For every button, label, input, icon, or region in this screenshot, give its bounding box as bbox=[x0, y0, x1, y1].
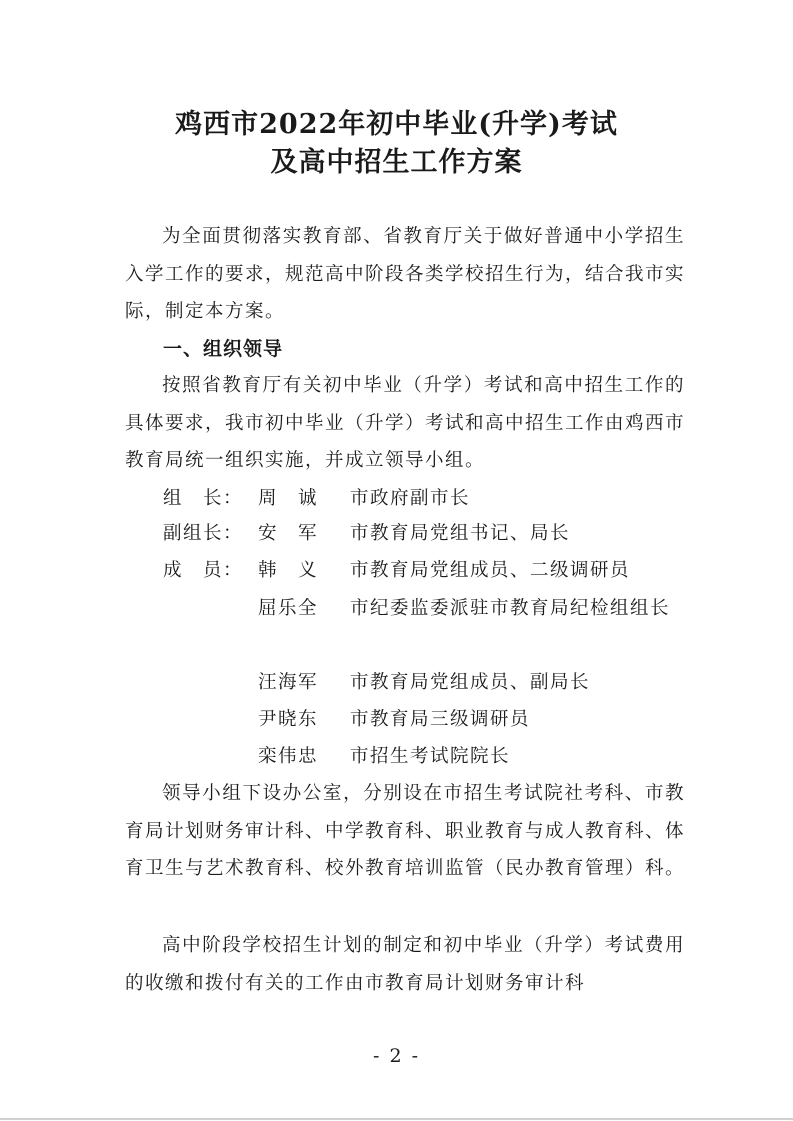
member-row-member-5 bbox=[258, 738, 510, 776]
member-row-leader bbox=[163, 480, 470, 518]
member-position: 市教育局党组成员、二级调研员 bbox=[350, 560, 631, 581]
member-role: 组 长： bbox=[163, 488, 244, 509]
member-name: 周 诚 bbox=[258, 488, 319, 509]
organization-paragraph: 按照省教育厅有关初中毕业（升学）考试和高中招生工作的具体要求，我市初中毕业（升学）考试和高中招生工作由鸡西市教育局统一组织实施，并成立领导小组。 bbox=[125, 375, 686, 471]
member-position: 市政府副市长 bbox=[350, 488, 471, 509]
intro-paragraph: 为全面贯彻落实教育部、省教育厅关于做好普通中小学招生入学工作的要求，规范高中阶段各类学校招生行为，结合我市实际，制定本方案。 bbox=[125, 226, 686, 322]
office-paragraph: 领导小组下设办公室，分别设在市招生考试院社考科、市教育局计划财务审计科、中学教育科、职业教育与成人教育科、体育卫生与艺术教育科、校外教育培训监管（民办教育管理）科。 bbox=[125, 783, 686, 879]
member-row-member-2 bbox=[258, 590, 688, 628]
member-name: 栾伟忠 bbox=[258, 746, 319, 767]
member-role: 成 员： bbox=[163, 560, 244, 581]
member-position: 市招生考试院院长 bbox=[350, 746, 511, 767]
document-title-line-1: 鸡西市2022年初中毕业(升学)考试 bbox=[175, 109, 618, 140]
member-row-deputy-leader bbox=[163, 515, 570, 553]
member-position: 市教育局三级调研员 bbox=[350, 709, 531, 730]
member-position: 市纪委监委派驻市教育局纪检组组长 bbox=[350, 598, 671, 619]
member-position: 市教育局党组成员、副局长 bbox=[350, 672, 591, 693]
member-name: 安 军 bbox=[258, 523, 319, 544]
member-name: 尹晓东 bbox=[258, 709, 319, 730]
member-name: 屈乐全 bbox=[258, 598, 319, 619]
member-name: 汪海军 bbox=[258, 672, 319, 693]
page-number: - 2 - bbox=[372, 1045, 420, 1067]
member-position: 市教育局党组书记、局长 bbox=[350, 523, 571, 544]
section-heading-organization: 一、组织领导 bbox=[163, 338, 284, 360]
page-bottom-edge bbox=[0, 1118, 793, 1120]
member-row-member-1 bbox=[163, 552, 630, 590]
finance-paragraph: 高中阶段学校招生计划的制定和初中毕业（升学）考试费用的收缴和拨付有关的工作由市教育局计划财务审计科 bbox=[125, 935, 685, 994]
member-row-member-4 bbox=[258, 701, 530, 739]
document-title-line-2: 及高中招生工作方案 bbox=[270, 147, 523, 178]
member-name: 韩 义 bbox=[258, 560, 319, 581]
member-role: 副组长： bbox=[163, 523, 244, 544]
member-row-member-3 bbox=[258, 664, 590, 702]
